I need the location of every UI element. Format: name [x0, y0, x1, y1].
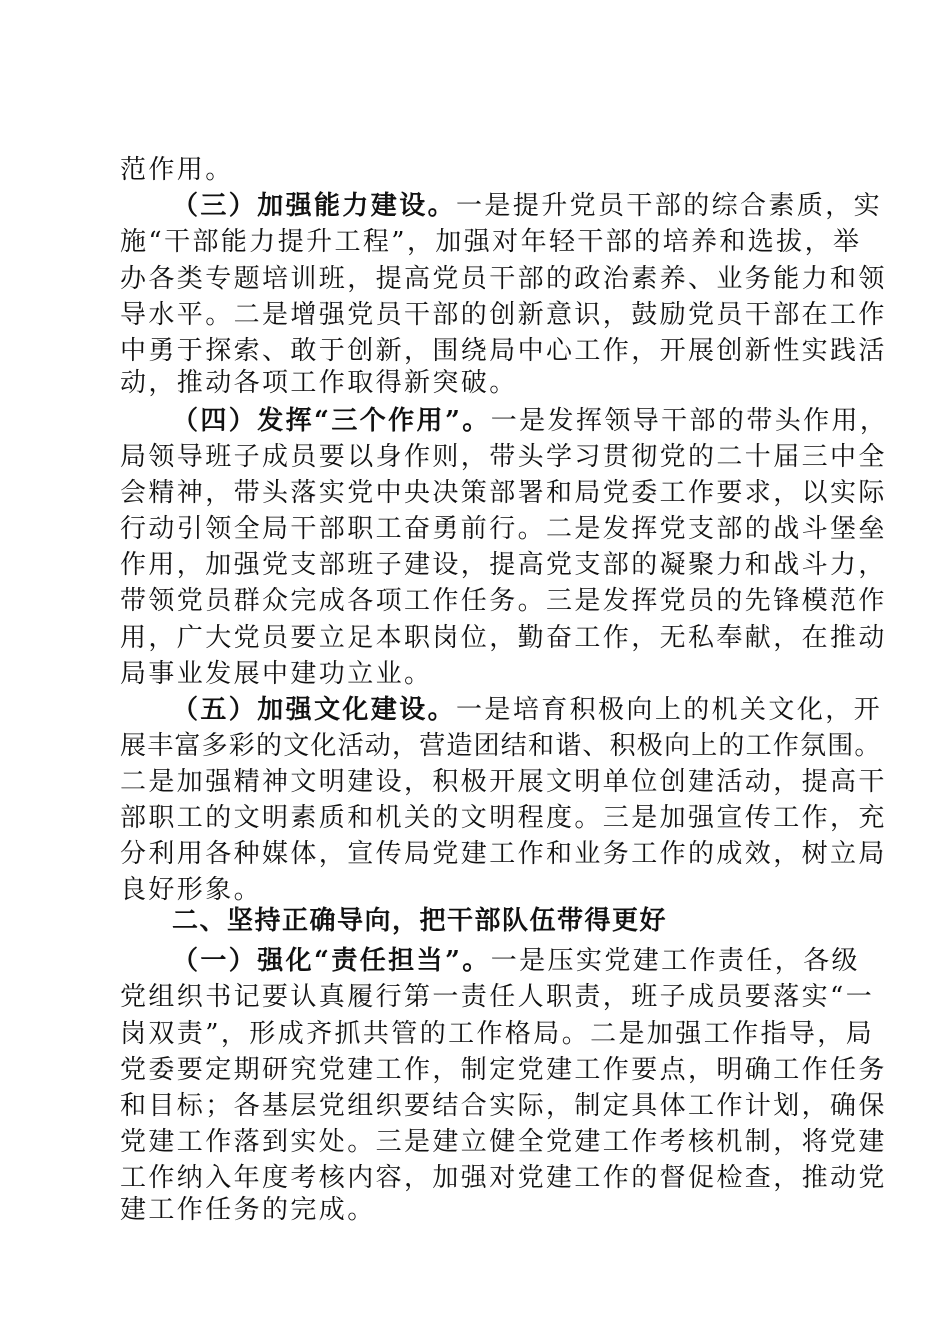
text-line: 和目标；各基层党组织要结合实际，制定具体工作计划，确保 [120, 1091, 887, 1121]
text-line: 党委要定期研究党建工作，制定党建工作要点，明确工作任务 [120, 1055, 887, 1085]
text-line: （四）发挥“三个作用”。一是发挥领导干部的带头作用， [172, 406, 889, 436]
text-line: 良好形象。 [120, 875, 263, 905]
text-line: 建工作任务的完成。 [120, 1195, 376, 1225]
text-line: 行动引领全局干部职工奋勇前行。二是发挥党支部的战斗堡垒 [120, 514, 887, 544]
text-line: （一）强化“责任担当”。一是压实党建工作责任，各级 [172, 946, 860, 976]
text-line: 中勇于探索、敢于创新，围绕局中心工作，开展创新性实践活 [120, 336, 887, 366]
subsection-heading: （四）发挥“三个作用”。 [172, 406, 491, 436]
section-heading: 二、坚持正确导向，把干部队伍带得更好 [172, 906, 668, 936]
subsection-heading: （五）加强文化建设。 [172, 695, 457, 725]
text-line: 工作纳入年度考核内容，加强对党建工作的督促检查，推动党 [120, 1163, 887, 1193]
subsection-heading: （三）加强能力建设。 [172, 191, 457, 221]
text-line: 二是加强精神文明建设，积极开展文明单位创建活动，提高干 [120, 767, 887, 797]
text-line: 导水平。二是增强党员干部的创新意识，鼓励党员干部在工作 [120, 300, 887, 330]
text-line: 局事业发展中建功立业。 [120, 659, 433, 689]
text-line: 分利用各种媒体，宣传局党建工作和业务工作的成效，树立局 [120, 839, 887, 869]
text-line: 会精神，带头落实党中央决策部署和局党委工作要求，以实际 [120, 478, 887, 508]
text-line: （五）加强文化建设。一是培育积极向上的机关文化，开 [172, 695, 883, 725]
text-line: 范作用。 [120, 155, 234, 185]
text-line: 办各类专题培训班，提高党员干部的政治素养、业务能力和领 [120, 264, 887, 294]
text-line: （三）加强能力建设。一是提升党员干部的综合素质，实 [172, 191, 883, 221]
text-line: 施“干部能力提升工程”，加强对年轻干部的培养和选拔，举 [120, 227, 862, 257]
text-line: 党建工作落到实处。三是建立健全党建工作考核机制，将党建 [120, 1127, 887, 1157]
subsection-heading: （一）强化“责任担当”。 [172, 946, 491, 976]
text-line: 岗双责”，形成齐抓共管的工作格局。二是加强工作指导，局 [120, 1019, 875, 1049]
text-line: 局领导班子成员要以身作则，带头学习贯彻党的二十届三中全 [120, 442, 887, 472]
text-line: 党组织书记要认真履行第一责任人职责，班子成员要落实“一 [120, 982, 875, 1012]
text-line: 动，推动各项工作取得新突破。 [120, 368, 518, 398]
text-line: 部职工的文明素质和机关的文明程度。三是加强宣传工作，充 [120, 803, 887, 833]
text-line: 带领党员群众完成各项工作任务。三是发挥党员的先锋模范作 [120, 586, 887, 616]
text-line: 用，广大党员要立足本职岗位，勤奋工作，无私奉献，在推动 [120, 623, 887, 653]
text-line: 作用，加强党支部班子建设，提高党支部的凝聚力和战斗力， [120, 550, 887, 580]
text-line: 展丰富多彩的文化活动，营造团结和谐、积极向上的工作氛围。 [120, 731, 882, 761]
